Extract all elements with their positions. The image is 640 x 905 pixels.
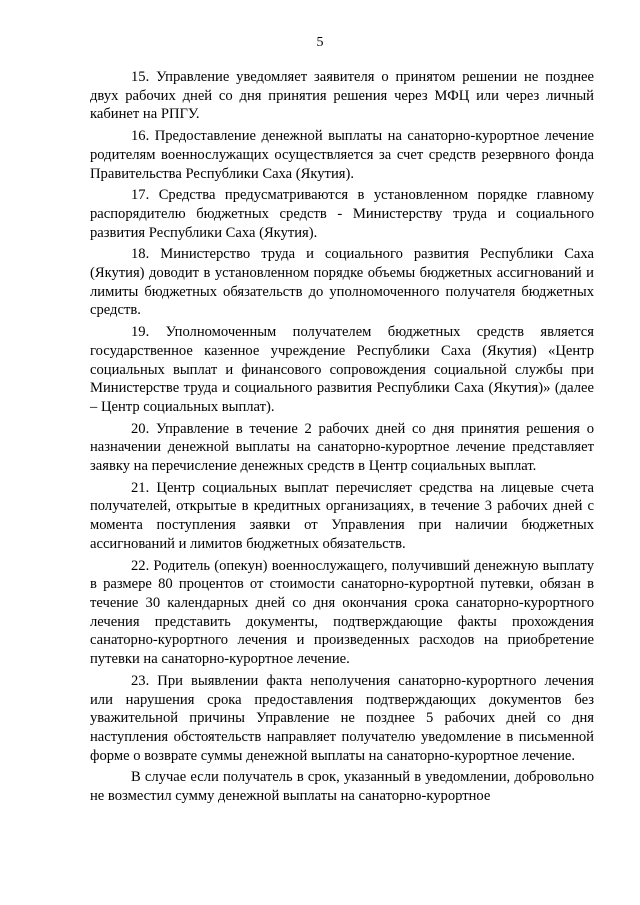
paragraph-18: 18. Министерство труда и социального развития Республики Саха (Якутия) доводит в установленном порядке объемы бюджетных ассигнований и лимиты бюджетных обязательств до уполномоченного получателя бюджетных средств. (90, 246, 594, 319)
paragraph-15: 15. Управление уведомляет заявителя о принятом решении не позднее двух рабочих дней со дня принятия решения через МФЦ или через личный кабинет на РПГУ. (90, 69, 594, 123)
paragraph-21: 21. Центр социальных выплат перечисляет средства на лицевые счета получателей, открытые в кредитных организациях, в течение 3 рабочих дней с момента поступления заявки от Управления при наличии бюджетных ассигнований и лимитов бюджетных обязательств. (90, 479, 594, 552)
page-number: 5 (316, 35, 324, 50)
paragraph-20: 20. Управление в течение 2 рабочих дней со дня принятия решения о назначении денежной выплаты на санаторно-курортное лечение представляет заявку на перечисление денежных средств в Центр социальных выплат. (90, 420, 594, 475)
paragraph-22: 22. Родитель (опекун) военнослужащего, получивший денежную выплату в размере 80 процентов от стоимости санаторно-курортной путевки, обязан в течение 30 календарных дней со дня окончания срока санаторно-курортного лечения представить документы, подтверждающие факты прохождения санаторно-курортного лечения и произведенных расходов на приобретение путевки на санаторно-курортное лечение. (90, 557, 594, 668)
paragraph-continuation: В случае если получатель в срок, указанный в уведомлении, добровольно не возместил сумму денежной выплаты на санаторно-курортное (90, 769, 594, 805)
paragraph-23: 23. При выявлении факта неполучения санаторно-курортного лечения или нарушения срока предоставления подтверждающих документов без уважительной причины Управление не позднее 5 рабочих дней со дня наступления обстоятельств направляет получателю уведомление в письменной форме о возврате суммы денежной выплаты на санаторно-курортное лечение. (90, 672, 594, 764)
paragraph-16: 16. Предоставление денежной выплаты на санаторно-курортное лечение родителям военнослужащих осуществляется за счет средств резервного фонда Правительства Республики Саха (Якутия). (90, 128, 594, 182)
paragraph-19: 19. Уполномоченным получателем бюджетных средств является государственное казенное учреждение Республики Саха (Якутия) «Центр социальных выплат и финансового сопровождения социальной службы при Министерстве труда и социального развития Республики Саха (Якутия)» (далее – Центр социальных выплат). (90, 324, 594, 415)
document-body (90, 68, 594, 809)
paragraph-17: 17. Средства предусматриваются в установленном порядке главному распорядителю бюджетных средств - Министерству труда и социального развития Республики Саха (Якутия). (90, 187, 594, 241)
